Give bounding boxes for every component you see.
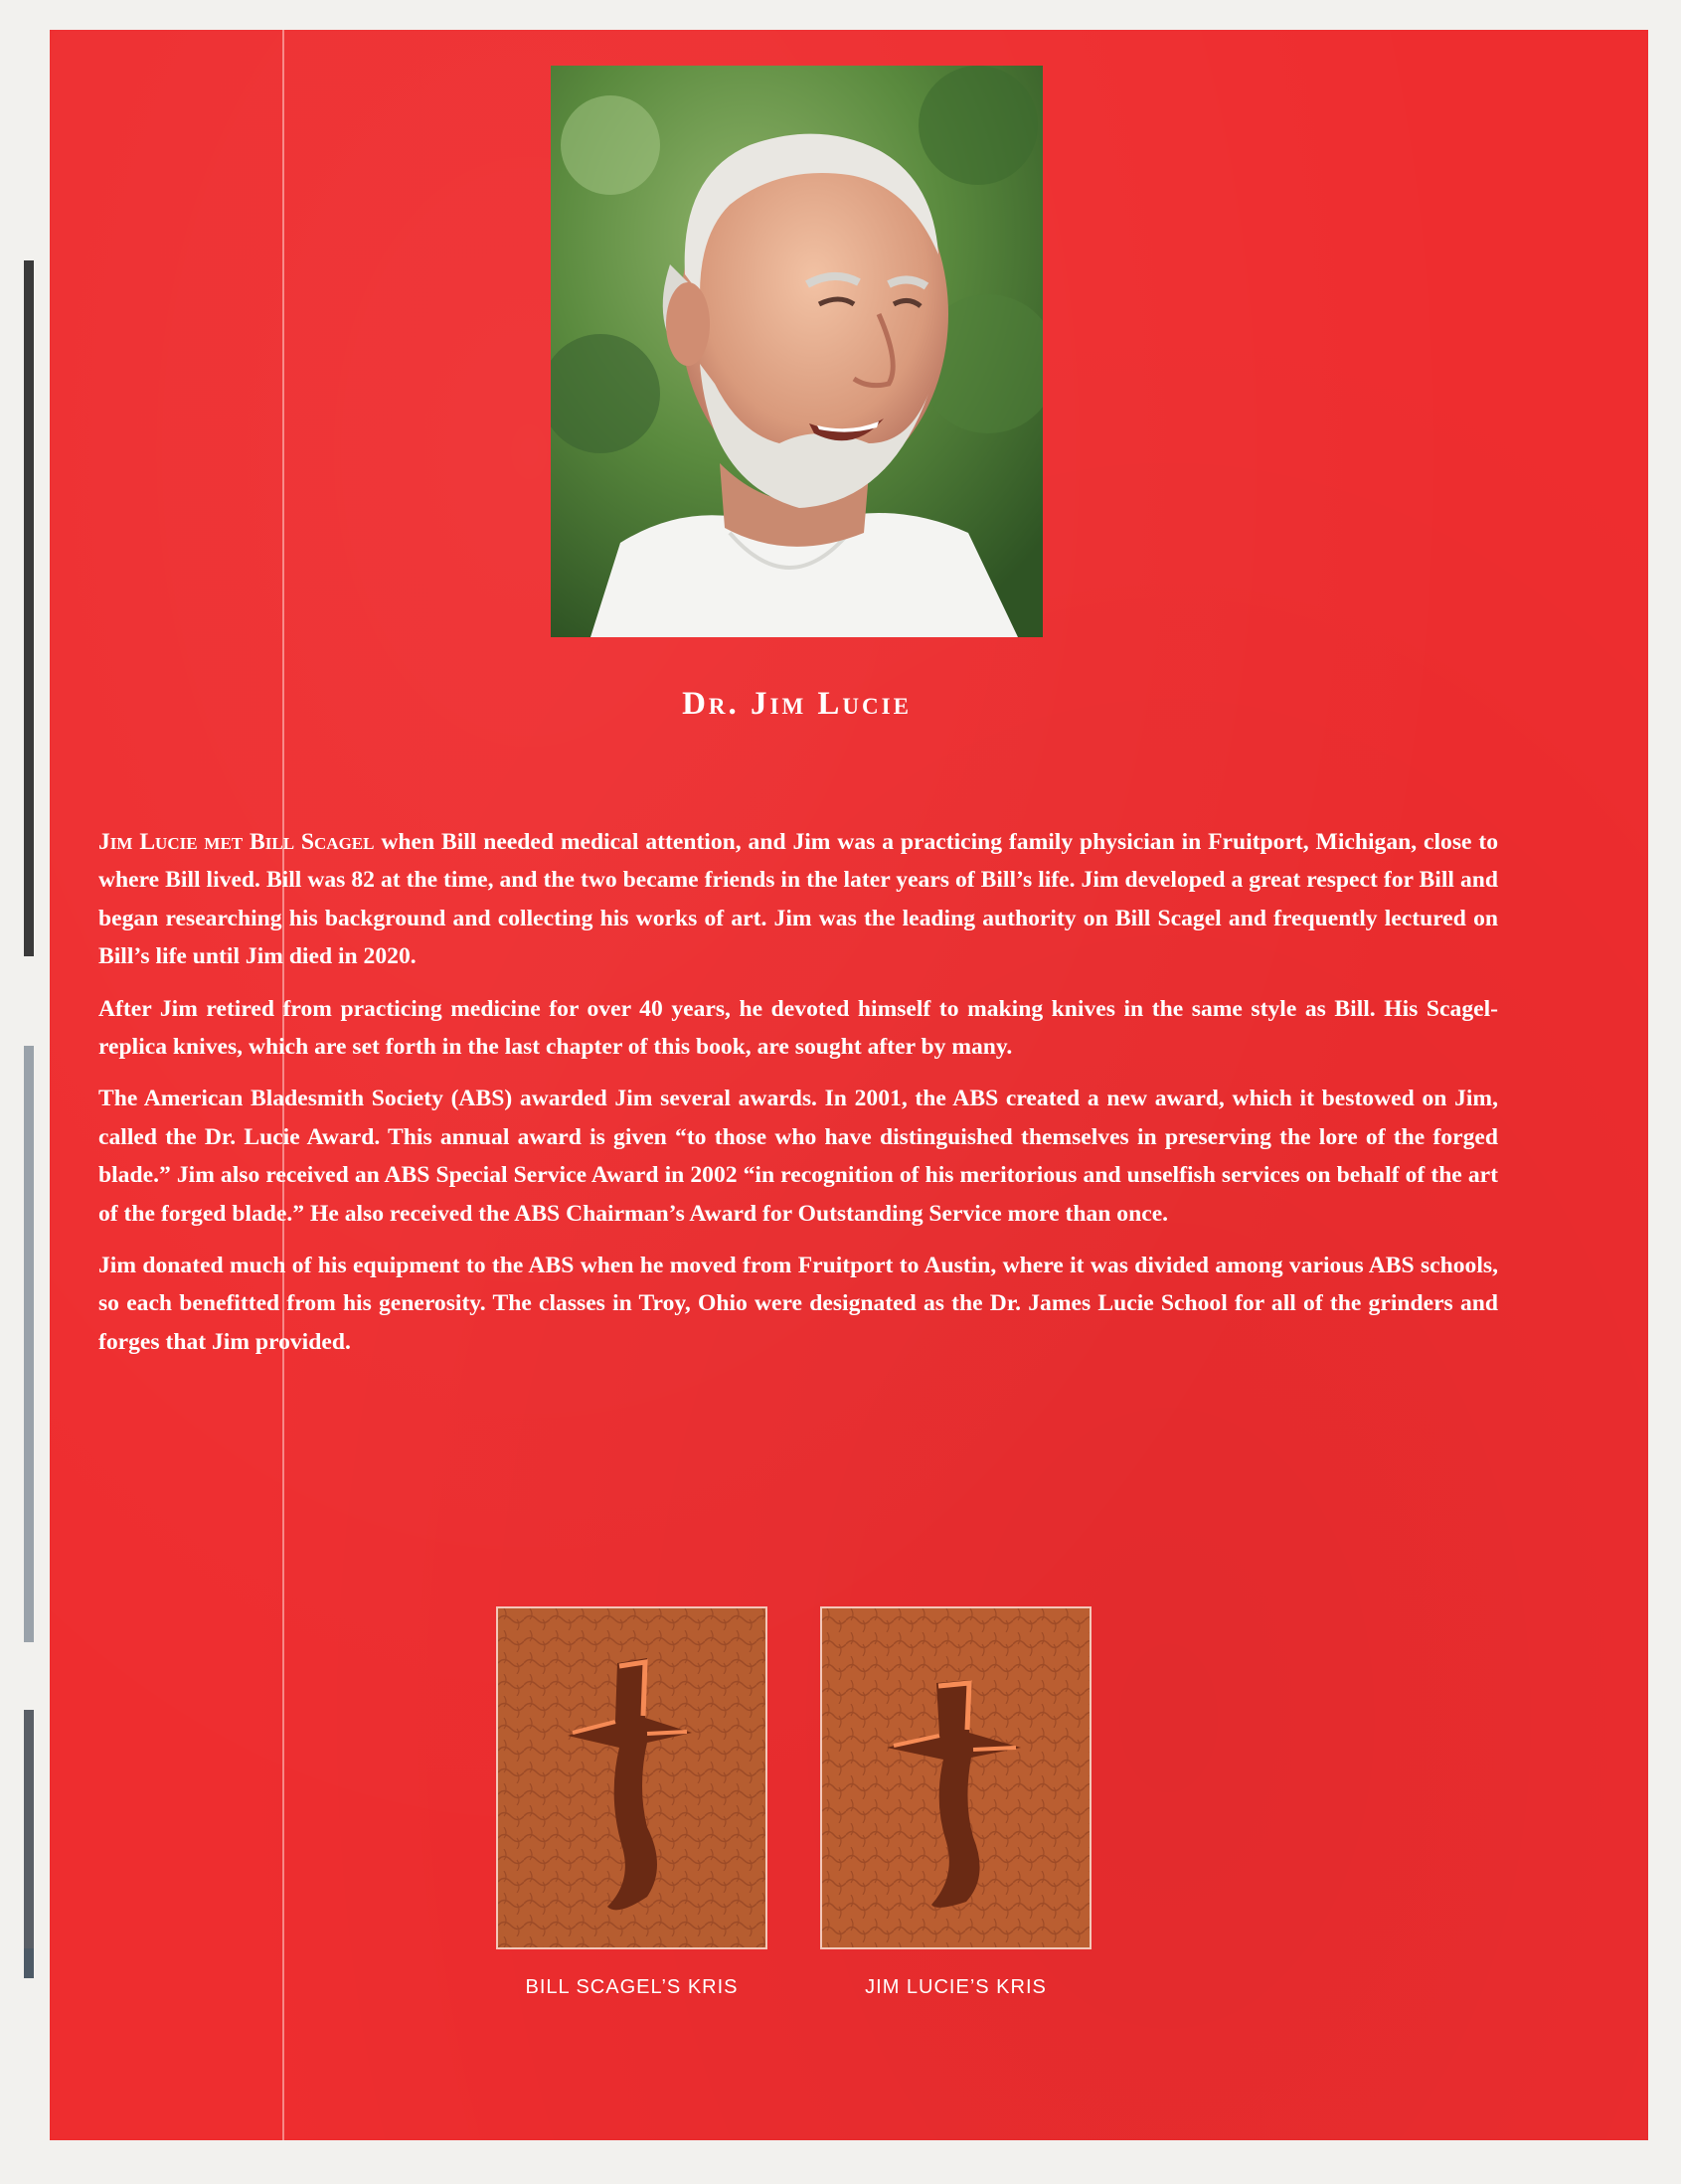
biography-text	[98, 823, 1498, 1375]
portrait-photo	[551, 66, 1043, 637]
bill-scagel-kris-photo	[496, 1606, 767, 1949]
name-heading: Dr. Jim Lucie	[682, 686, 912, 722]
scan-edge-shadow	[24, 1046, 34, 1642]
bio-paragraph: After Jim retired from practicing medicine for over 40 years, he devoted himself to making knives in the same style as Bill. His Scagel-replica knives, which are set forth in the last chapter of this book, are sought after by many.	[98, 995, 1498, 1061]
scan-edge-shadow	[24, 1948, 34, 1978]
kris-caption-left: BILL SCAGEL’S KRIS	[525, 1976, 739, 1998]
scan-edge-shadow	[24, 260, 34, 956]
jim-lucie-kris-photo	[820, 1606, 1092, 1949]
bio-paragraph: The American Bladesmith Society (ABS) awarded Jim several awards. In 2001, the ABS created a new award, which it bestowed on Jim, called the Dr. Lucie Award. This annual award is given “to those who have distinguished themselves in preserving the lore of the forged blade.” Jim also received an ABS Special Service Award in 2002 “in recognition of his meritorious and unselfish services on behalf of the art of the forged blade.” He also received the ABS Chairman’s Award for Outstanding Service more than once.	[98, 1086, 1498, 1227]
bio-paragraph	[98, 823, 1498, 976]
bio-paragraph-text: when Bill needed medical attention, and Jim was a practicing family physician in Fruitport, Michigan, close to where Bill lived. Bill was 82 at the time, and the two became friends in the later years of Bill’s life. Jim developed a great respect for Bill and began researching his background and collecting his works of art. Jim was the leading authority on Bill Scagel and frequently lectured on Bill’s life until Jim died in 2020.	[98, 829, 1498, 970]
bio-paragraph: Jim donated much of his equipment to the ABS when he moved from Fruitport to Austin, where it was divided among various ABS schools, so each benefitted from his generosity. The classes in Troy, Ohio were designated as the Dr. James Lucie School for all of the grinders and forges that Jim provided.	[98, 1253, 1498, 1355]
bio-lead-in: Jim Lucie met Bill Scagel	[98, 829, 375, 855]
kris-caption-right: JIM LUCIE’S KRIS	[865, 1976, 1047, 1998]
scan-edge-shadow	[24, 1710, 34, 1948]
